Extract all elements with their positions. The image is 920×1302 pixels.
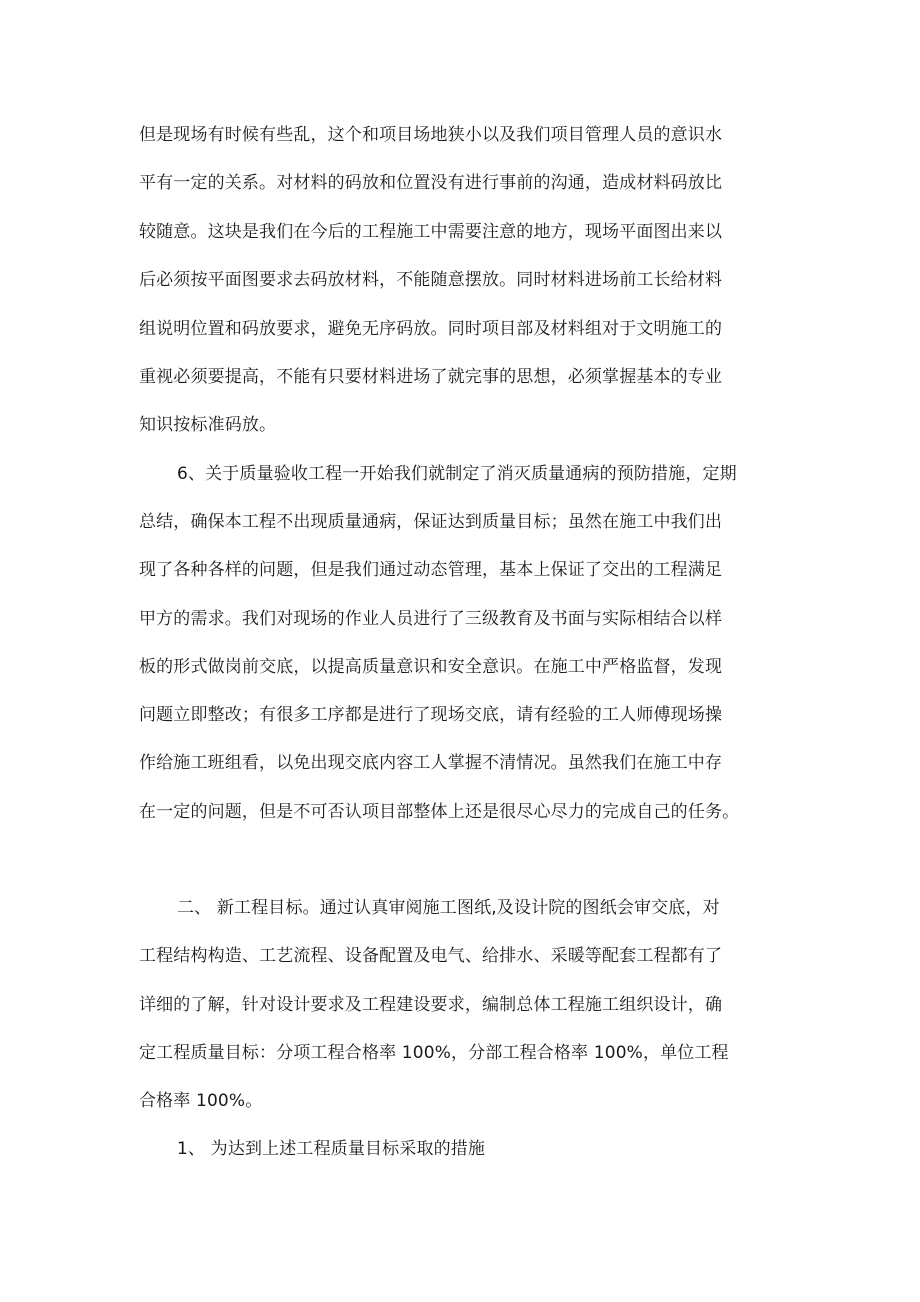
- section-heading-line: 二、 新工程目标。通过认真审阅施工图纸,及设计院的图纸会审交底，对: [177, 898, 720, 918]
- text-line: 甲方的需求。我们对现场的作业人员进行了三级教育及书面与实际相结合以样: [139, 609, 723, 629]
- text-line: 后必须按平面图要求去码放材料，不能随意摆放。同时材料进场前工长给材料: [139, 270, 723, 290]
- text-line: 在一定的问题，但是不可否认项目部整体上还是很尽心尽力的完成自己的任务。: [139, 802, 740, 822]
- text-line: 合格率 100%。: [139, 1091, 263, 1111]
- text-line: 重视必须要提高，不能有只要材料进场了就完事的思想，必须掌握基本的专业: [139, 367, 723, 387]
- text-line: 6、关于质量验收工程一开始我们就制定了消灭质量通病的预防措施，定期: [177, 464, 737, 484]
- text-line: 板的形式做岗前交底，以提高质量意识和安全意识。在施工中严格监督，发现: [139, 657, 723, 677]
- subsection-heading-line: 1、 为达到上述工程质量目标采取的措施: [177, 1139, 486, 1159]
- text-line: 问题立即整改；有很多工序都是进行了现场交底，请有经验的工人师傅现场操: [139, 705, 723, 725]
- text-line: 现了各种各样的问题，但是我们通过动态管理，基本上保证了交出的工程满足: [139, 560, 723, 580]
- text-line: 定工程质量目标：分项工程合格率 100%，分部工程合格率 100%，单位工程: [139, 1043, 729, 1063]
- text-line: 总结，确保本工程不出现质量通病，保证达到质量目标；虽然在施工中我们出: [139, 512, 723, 532]
- text-line: 较随意。这块是我们在今后的工程施工中需要注意的地方，现场平面图出来以: [139, 222, 723, 242]
- text-line: 组说明位置和码放要求，避免无序码放。同时项目部及材料组对于文明施工的: [139, 319, 723, 339]
- text-line: 知识按标准码放。: [139, 415, 277, 435]
- text-line: 平有一定的关系。对材料的码放和位置没有进行事前的沟通，造成材料码放比: [139, 173, 723, 193]
- text-line: 作给施工班组看，以免出现交底内容工人掌握不清情况。虽然我们在施工中存: [139, 753, 723, 773]
- text-line: 但是现场有时候有些乱，这个和项目场地狭小以及我们项目管理人员的意识水: [139, 125, 723, 145]
- text-line: 详细的了解，针对设计要求及工程建设要求，编制总体工程施工组织设计，确: [139, 995, 723, 1015]
- text-line: 工程结构构造、工艺流程、设备配置及电气、给排水、采暖等配套工程都有了: [139, 946, 723, 966]
